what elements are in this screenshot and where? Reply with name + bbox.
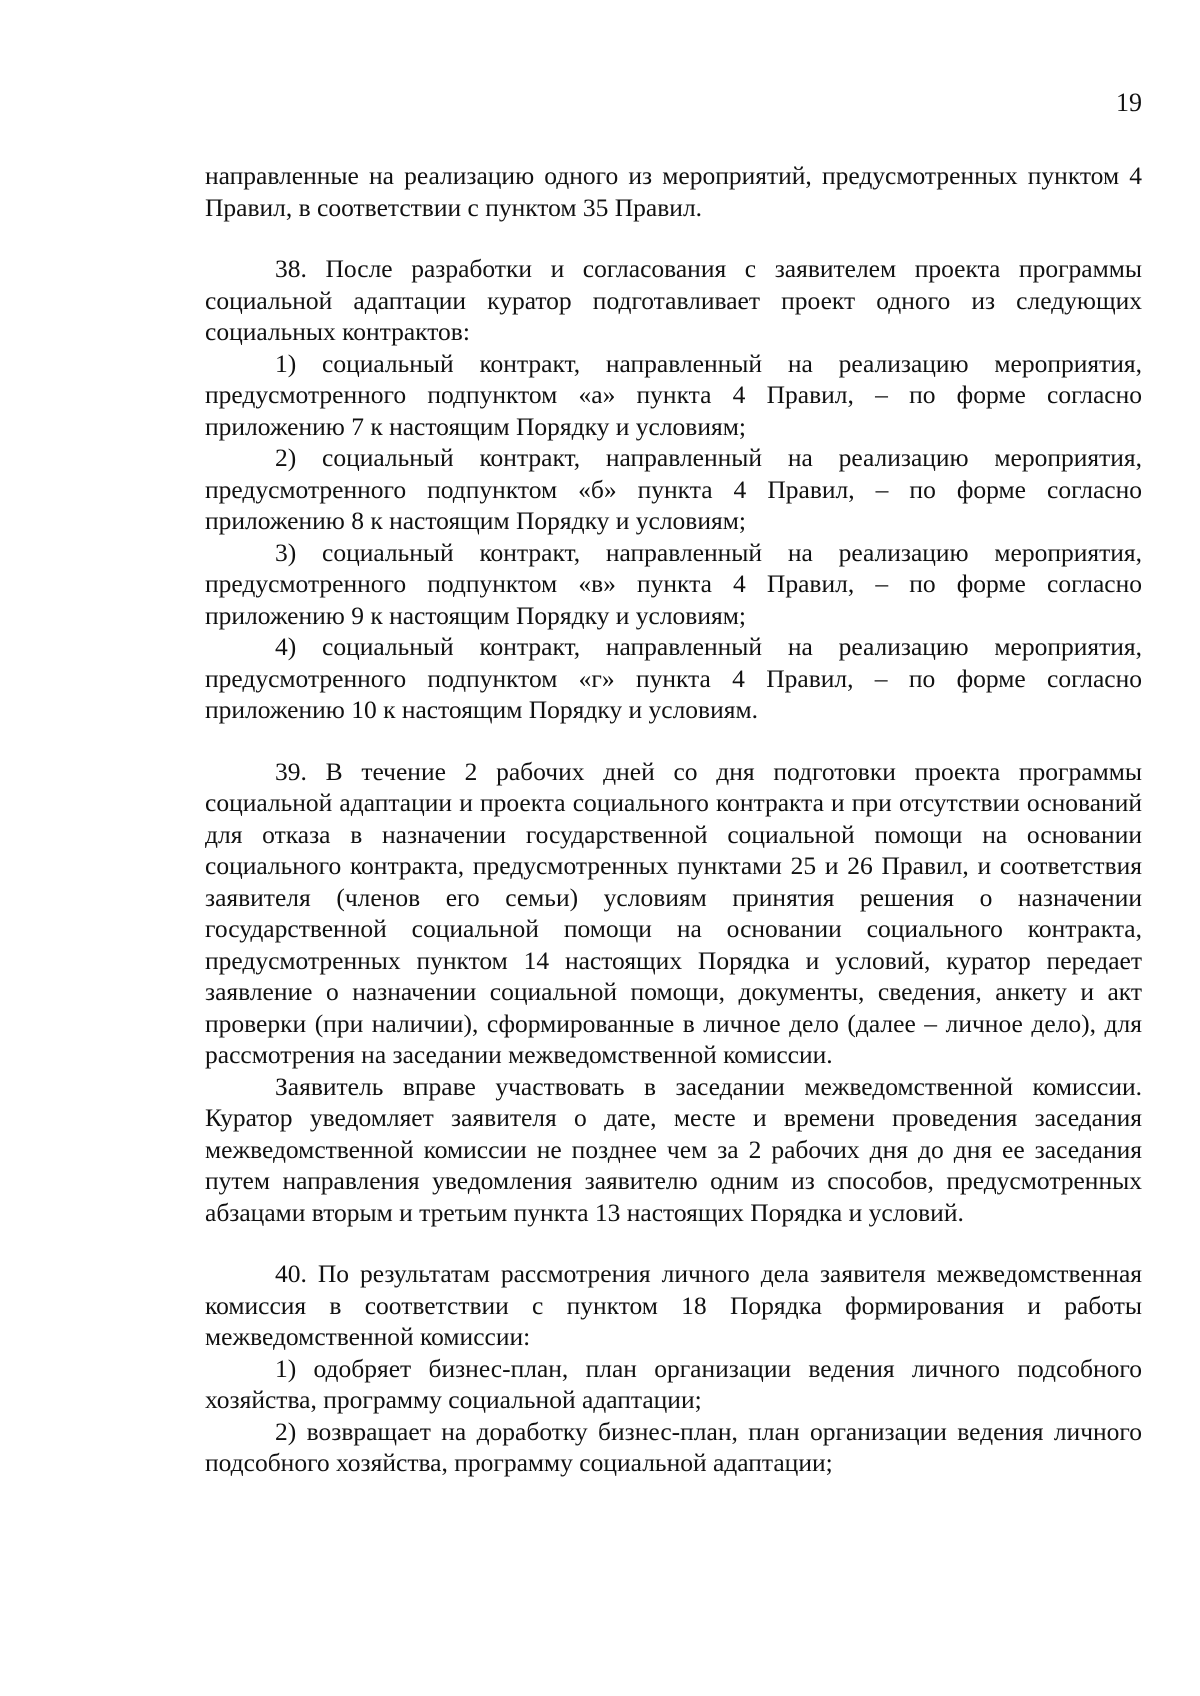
paragraph-40-item-1: 1) одобряет бизнес-план, план организации ведения личного подсобного хозяйства, программу социальной адаптации; xyxy=(205,1353,1142,1414)
paragraph-40: 40. По результатам рассмотрения личного дела заявителя межведомственная комиссия в соответствии с пунктом 18 Порядка формирования и работы межведомственной комиссии: xyxy=(205,1259,1142,1351)
paragraph-continuation: направленные на реализацию одного из мероприятий, предусмотренных пунктом 4 Правил, в соответствии с пунктом 35 Правил. xyxy=(205,161,1142,222)
paragraph-39-second: Заявитель вправе участвовать в заседании межведомственной комиссии. Куратор уведомляет заявителя о дате, месте и времени проведения заседания межведомственной комиссии не позднее чем за 2 рабочих дня до дня ее заседания путем направления уведомления заявителю одним из способов, предусмотренных абзацами вторым и третьим пункта 13 настоящих Порядка и условий. xyxy=(205,1071,1142,1227)
paragraph-38-item-2: 2) социальный контракт, направленный на реализацию мероприятия, предусмотренного подпунктом «б» пункта 4 Правил, – по форме согласно приложению 8 к настоящим Порядку и условиям; xyxy=(205,443,1142,535)
paragraph-38-item-1: 1) социальный контракт, направленный на реализацию мероприятия, предусмотренного подпунктом «а» пункта 4 Правил, – по форме согласно приложению 7 к настоящим Порядку и условиям; xyxy=(205,348,1142,441)
document-body xyxy=(205,160,1142,1479)
paragraph-38: 38. После разработки и согласования с заявителем проекта программы социальной адаптации куратор подготавливает проект одного из следующих социальных контрактов: xyxy=(205,254,1142,346)
paragraph-38-item-3: 3) социальный контракт, направленный на реализацию мероприятия, предусмотренного подпунктом «в» пункта 4 Правил, – по форме согласно приложению 9 к настоящим Порядку и условиям; xyxy=(205,537,1142,630)
page-number: 19 xyxy=(1116,88,1142,117)
paragraph-38-item-4: 4) социальный контракт, направленный на реализацию мероприятия, предусмотренного подпунктом «г» пункта 4 Правил, – по форме согласно приложению 10 к настоящим Порядку и условиям. xyxy=(205,632,1142,724)
paragraph-40-item-2: 2) возвращает на доработку бизнес-план, план организации ведения личного подсобного хозяйства, программу социальной адаптации; xyxy=(205,1416,1142,1477)
paragraph-39: 39. В течение 2 рабочих дней со дня подготовки проекта программы социальной адаптации и проекта социального контракта и при отсутствии оснований для отказа в назначении государственной социальной помощи на основании социального контракта, предусмотренных пунктами 25 и 26 Правил, и соответствия заявителя (членов его семьи) условиям принятия решения о назначении государственной социальной помощи на основании социального контракта, предусмотренных пунктом 14 настоящих Порядка и условий, куратор передает заявление о назначении социальной помощи, документы, сведения, анкету и акт проверки (при наличии), сформированные в личное дело (далее – личное дело), для рассмотрения на заседании межведомственной комиссии. xyxy=(205,756,1142,1069)
